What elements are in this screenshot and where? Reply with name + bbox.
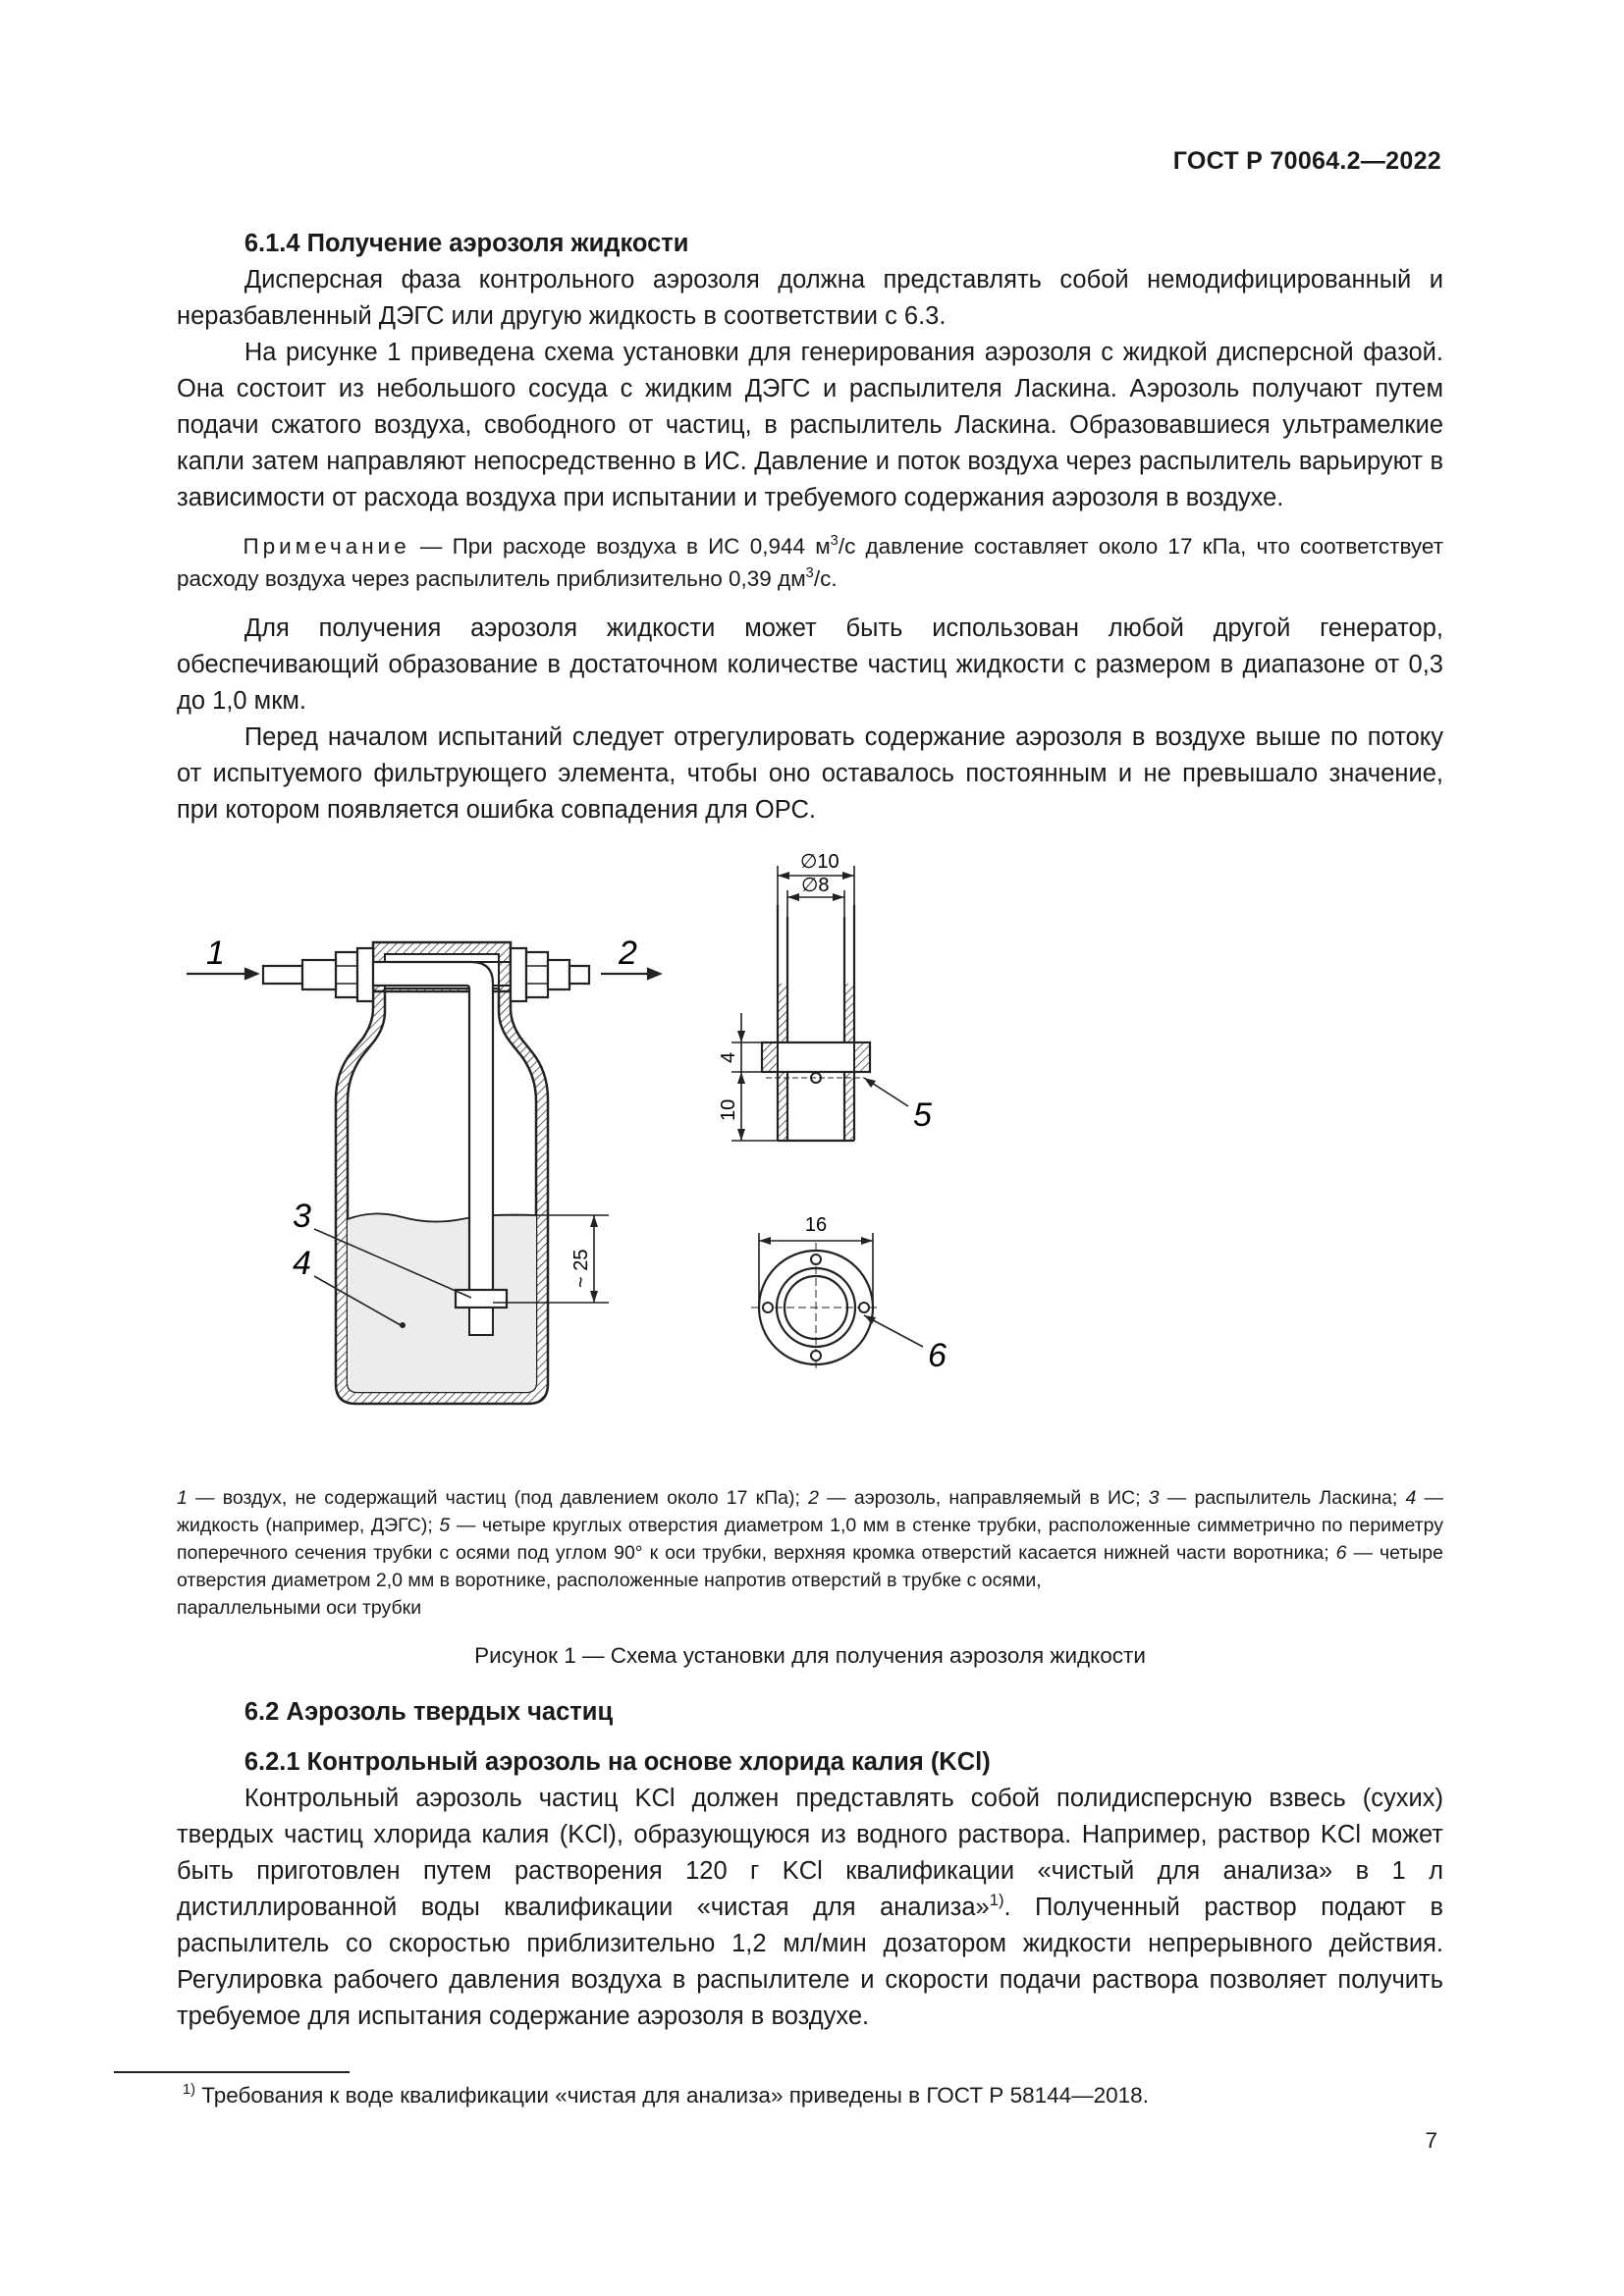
figure-legend-last-line: параллельными оси трубки <box>177 1597 422 1619</box>
legend-number: 5 <box>439 1515 451 1536</box>
inlet-tube <box>263 966 302 984</box>
dimension-d10: ∅10 <box>800 851 839 873</box>
legend-number: 1 <box>177 1487 188 1509</box>
document-code: ГОСТ Р 70064.2—2022 <box>1172 147 1441 175</box>
note-text: /с давление составляет около 17 кПа, что соответствует расходу воздуха через распылитель приблизительно 0,39 дм <box>177 534 1443 591</box>
note-label: Примечание <box>243 534 410 559</box>
legend-number: 4 <box>1405 1487 1417 1509</box>
figure-title: Рисунок 1 — Схема установки для получения аэрозоля жидкости <box>474 1643 1146 1668</box>
footnote <box>183 2083 1149 2109</box>
dimension-d8: ∅8 <box>801 875 830 896</box>
figure-1-diagram <box>177 846 1443 1484</box>
dimension-10: 10 <box>718 1098 739 1121</box>
legend-number: 6 <box>1335 1542 1347 1564</box>
callout-5: 5 <box>913 1096 932 1134</box>
footnote-reference[interactable]: 1) <box>989 1891 1004 1910</box>
superscript: 3 <box>830 533 839 550</box>
paragraph: Для получения аэрозоля жидкости может быть использован любой другой генератор, обеспечивающий образование в достаточном количестве частиц жидкости с размером в диапазоне от 0,3 до 1,0 мкм. <box>177 614 1443 715</box>
note-text: /с. <box>813 566 838 591</box>
aerosol-generator-drawing <box>177 846 1443 1484</box>
section-heading-6-2-1: 6.2.1 Контрольный аэрозоль на основе хлорида калия (KCl) <box>244 1748 991 1776</box>
page-content <box>177 226 1443 2035</box>
callout-2: 2 <box>619 934 637 972</box>
page-number: 7 <box>1425 2128 1437 2153</box>
dimension-4: 4 <box>718 1051 739 1063</box>
legend-number: 2 <box>808 1487 819 1509</box>
legend-text: — жидкость (например, ДЭГС); <box>177 1487 1443 1536</box>
callout-4: 4 <box>293 1245 311 1282</box>
section-heading-6-1-4: 6.1.4 Получение аэрозоля жидкости <box>244 230 689 257</box>
collar-top-view <box>751 1233 923 1372</box>
callout-1: 1 <box>206 934 225 972</box>
collar <box>456 1290 507 1308</box>
legend-text: — распылитель Ласкина; <box>1159 1487 1406 1509</box>
section-heading-6-2: 6.2 Аэрозоль твердых частиц <box>244 1698 614 1726</box>
paragraph: Перед началом испытаний следует отрегулировать содержание аэрозоля в воздухе выше по потоку от испытуемого фильтрующего элемента, чтобы оно оставалось постоянным и не превышало значение, при котором появляется ошибка совпадения для ОРС. <box>177 723 1443 824</box>
footnote-mark: 1) <box>183 2082 195 2099</box>
dimension-16: 16 <box>804 1214 828 1236</box>
legend-text: — четыре круглых отверстия диаметром 1,0 мм в стенке трубки, расположенные симметрично по периметру поперечного сечения трубки с осями под углом 90° к оси трубки, верхняя кромка отверстий касается нижней части воротника; <box>177 1515 1443 1564</box>
paragraph: Дисперсная фаза контрольного аэрозоля должна представлять собой немодифицированный и неразбавленный ДЭГС или другую жидкость в соответствии с 6.3. <box>177 266 1443 330</box>
paragraph <box>177 1781 1443 2035</box>
superscript: 3 <box>805 565 814 582</box>
figure-legend <box>177 1484 1443 1594</box>
callout-6: 6 <box>928 1337 947 1374</box>
left-nut <box>336 952 357 997</box>
note-text: — При расходе воздуха в ИС 0,944 м <box>409 534 831 559</box>
callout-3: 3 <box>293 1198 311 1235</box>
legend-number: 3 <box>1148 1487 1160 1509</box>
dimension-25: ~ 25 <box>570 1249 592 1288</box>
legend-text: — воздух, не содержащий частиц (под давлением около 17 кПа); <box>187 1487 809 1509</box>
note <box>177 530 1443 595</box>
legend-text: — четыре отверстия диаметром 2,0 мм в воротнике, расположенные напротив отверстий в трубке с осями, <box>177 1542 1443 1591</box>
paragraph-text: Контрольный аэрозоль частиц KCl должен представлять собой полидисперсную взвесь (сухих) твердых частиц хлорида калия (KCl), образующуюся из водного раствора. Например, раствор KCl может быть приготовлен путем растворения 120 г KCl квалификации «чистый для анализа» в 1 л дистиллированной воды квалификации «чистая для анализа» <box>177 1785 1443 1921</box>
right-nut <box>511 948 526 1001</box>
footnote-text: Требования к воде квалификации «чистая для анализа» приведены в ГОСТ Р 58144—2018. <box>195 2083 1149 2108</box>
outlet-tube <box>548 960 569 989</box>
footnote-divider <box>114 2071 350 2073</box>
paragraph-text: . Полученный раствор подают в распылитель со скоростью приблизительно 1,2 мл/мин дозатором жидкости непрерывного действия. Регулировка рабочего давления воздуха в распылителе и скорости подачи раствора позволяет получить требуемое для испытания содержание аэрозоля в воздухе. <box>177 1894 1444 2030</box>
legend-text: — аэрозоль, направляемый в ИС; <box>818 1487 1149 1509</box>
paragraph: На рисунке 1 приведена схема установки для генерирования аэрозоля с жидкой дисперсной фазой. Она состоит из небольшого сосуда с жидким ДЭГС и распылителя Ласкина. Аэрозоль получают путем подачи сжатого воздуха, свободного от частиц, в распылитель Ласкина. Образовавшиеся ультрамелкие капли затем направляют непосредственно в ИС. Давление и поток воздуха через распылитель варьируют в зависимости от расхода воздуха при испытании и требуемого содержания аэрозоля в воздухе. <box>177 339 1443 511</box>
